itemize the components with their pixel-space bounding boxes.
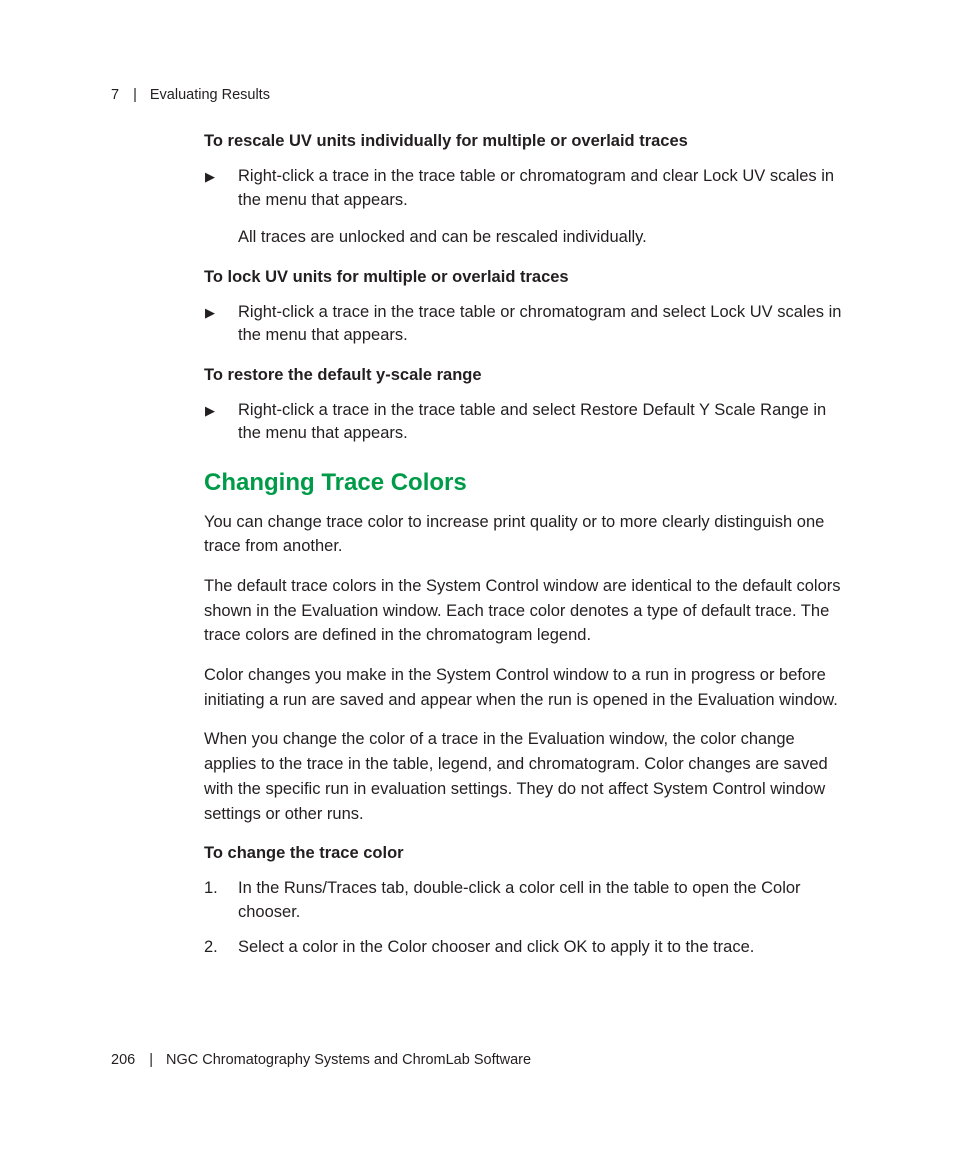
page-footer <box>111 1052 531 1068</box>
restore-bullet <box>204 399 844 446</box>
step-text: Select a color in the Color chooser and click OK to apply it to the trace. <box>238 938 755 957</box>
change-color-heading: To change the trace color <box>204 844 404 863</box>
rescale-bullet <box>204 165 844 212</box>
step-number: 2. <box>204 938 218 957</box>
rescale-heading: To rescale UV units individually for multiple or overlaid traces <box>204 132 688 150</box>
restore-heading: To restore the default y-scale range <box>204 365 482 384</box>
section-title: Changing Trace Colors <box>204 468 467 496</box>
footer-separator: | <box>149 1052 153 1068</box>
procedure-step <box>204 936 844 960</box>
lock-bullet-text: Right-click a trace in the trace table or chromatogram and select Lock UV scales in the menu that appears. <box>238 302 842 344</box>
book-title: NGC Chromatography Systems and ChromLab Software <box>165 1052 532 1068</box>
rescale-bullet-text: Right-click a trace in the trace table or chromatogram and clear Lock UV scales in the menu that appears. <box>238 167 835 209</box>
running-header <box>111 87 270 103</box>
bullet-arrow-icon: ▶ <box>205 169 215 184</box>
step-number: 1. <box>204 879 218 898</box>
rescale-result: All traces are unlocked and can be rescaled individually. <box>238 228 647 246</box>
paragraph: The default trace colors in the System Control window are identical to the default colors shown in the Evaluation window. Each trace color denotes a type of default trace. The trace colors are defined in the chromatogram legend. <box>204 576 841 645</box>
page-content <box>204 130 844 960</box>
lock-heading: To lock UV units for multiple or overlaid traces <box>204 267 569 286</box>
page-number: 206 <box>111 1052 136 1068</box>
paragraph: Color changes you make in the System Control window to a run in progress or before initiating a run are saved and appear when the run is opened in the Evaluation window. <box>204 666 838 709</box>
restore-bullet-text: Right-click a trace in the trace table and select Restore Default Y Scale Range in the menu that appears. <box>238 400 827 442</box>
bullet-arrow-icon: ▶ <box>205 402 215 418</box>
header-separator: | <box>133 87 137 103</box>
paragraph: You can change trace color to increase print quality or to more clearly distinguish one trace from another. <box>204 512 825 556</box>
chapter-number: 7 <box>111 87 120 103</box>
lock-bullet <box>204 301 844 348</box>
paragraph: When you change the color of a trace in the Evaluation window, the color change applies to the trace in the table, legend, and chromatogram. Color changes are saved with the specific run in evaluation settings. They do not affect System Control window settings or other runs. <box>204 730 828 823</box>
chapter-title: Evaluating Results <box>149 87 270 103</box>
bullet-arrow-icon: ▶ <box>205 304 215 320</box>
procedure-step <box>204 877 844 924</box>
step-text: In the Runs/Traces tab, double-click a color cell in the table to open the Color chooser. <box>238 879 801 921</box>
